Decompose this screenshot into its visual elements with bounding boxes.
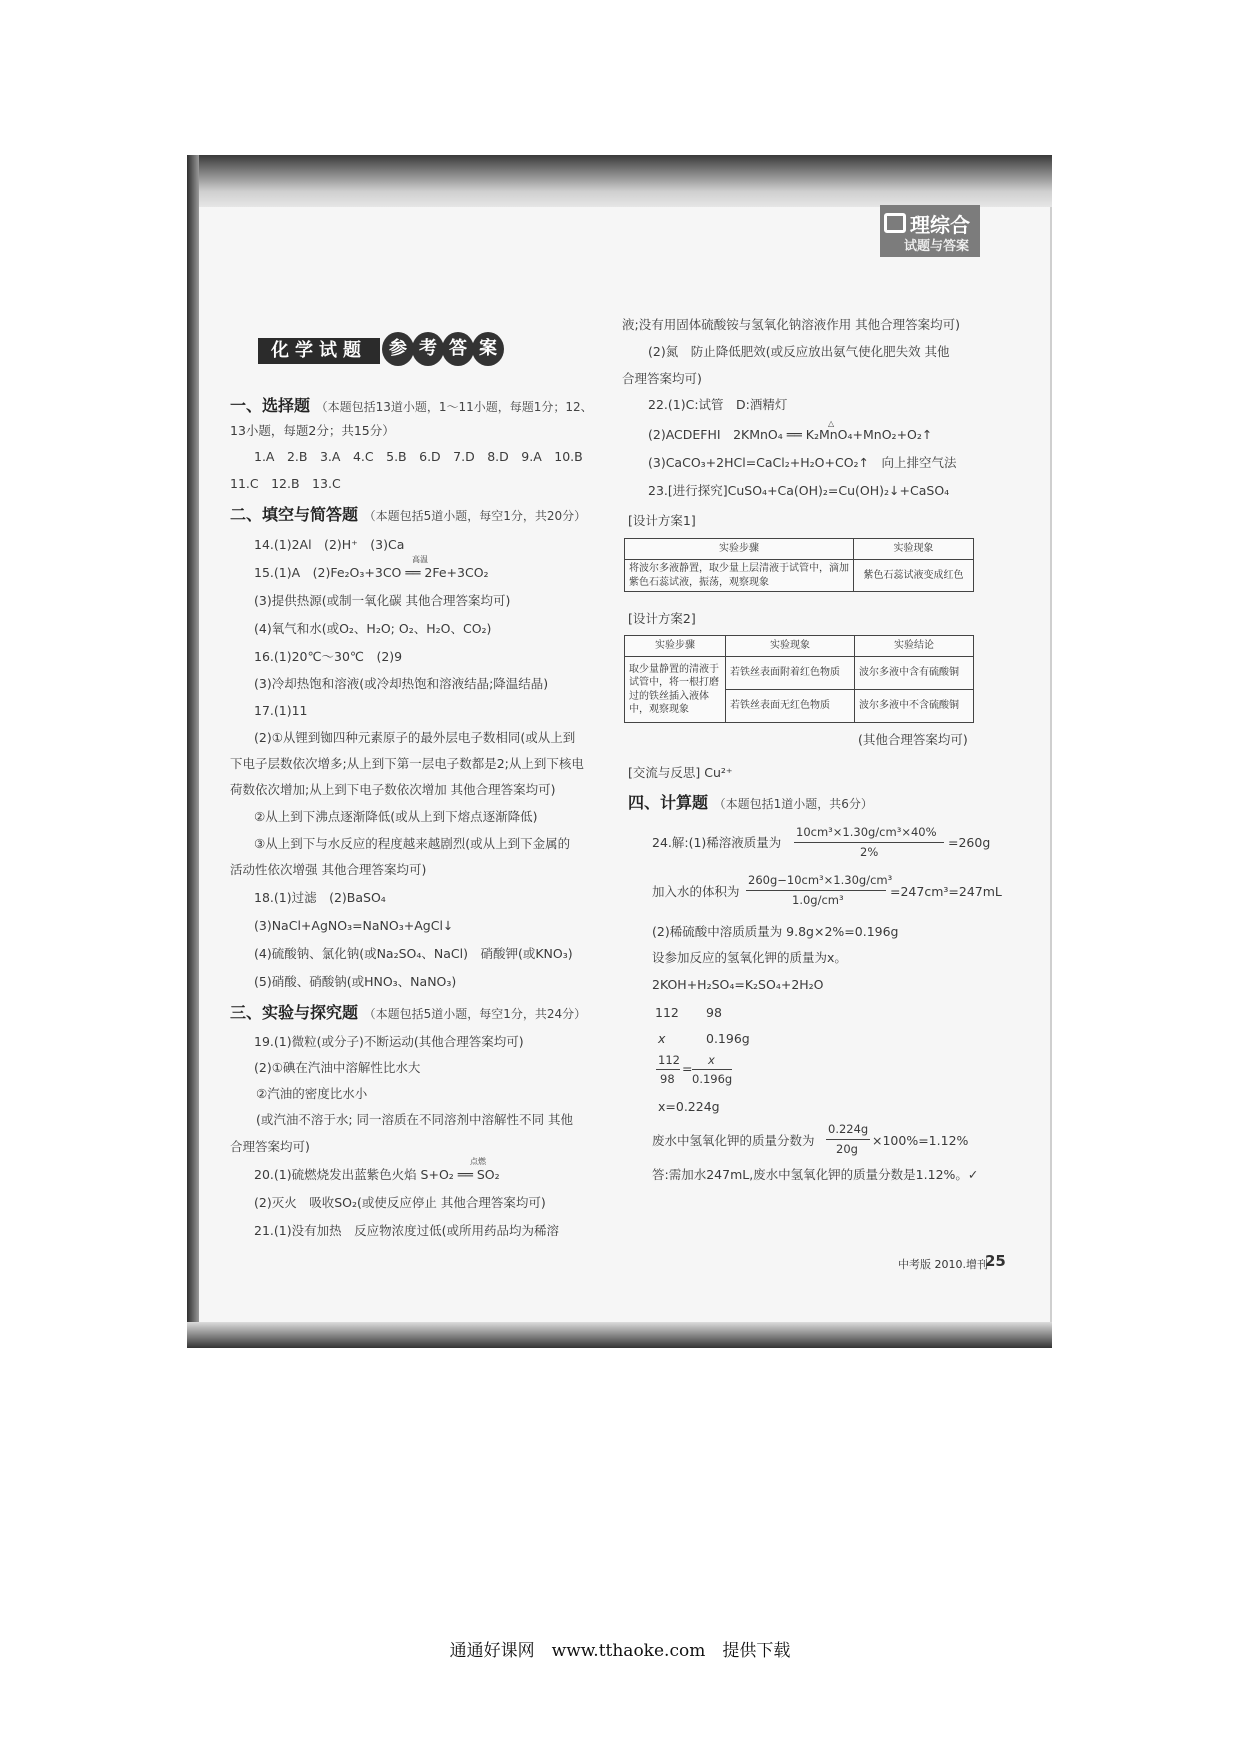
calc-line: (2)稀硫酸中溶质质量为 9.8g×2%=0.196g bbox=[652, 924, 899, 939]
answer-line: 19.(1)微粒(或分子)不断运动(其他合理答案均可) bbox=[254, 1034, 524, 1049]
table-header: 实验现象 bbox=[854, 539, 974, 560]
section-banner: 化学试题 bbox=[258, 338, 380, 364]
fraction-numerator: 0.224g bbox=[828, 1122, 869, 1136]
subject-logo bbox=[880, 205, 980, 257]
fraction-bar bbox=[826, 1139, 870, 1140]
subsection-label: [设计方案2] bbox=[628, 611, 696, 626]
answer-line: 11.C 12.B 13.C bbox=[230, 476, 341, 491]
scan-left-shadow bbox=[187, 155, 199, 1348]
calc-value: x bbox=[658, 1031, 666, 1046]
fraction-numerator: 260g−10cm³×1.30g/cm³ bbox=[748, 873, 893, 887]
fraction-bar bbox=[746, 890, 886, 891]
table-header: 实验步骤 bbox=[625, 636, 726, 657]
subsection-label: [设计方案1] bbox=[628, 513, 696, 528]
fraction-denominator: 20g bbox=[836, 1142, 858, 1156]
table-cell: 将波尔多液静置，取少量上层清液于试管中，滴加紫色石蕊试液，振荡，观察现象 bbox=[625, 560, 854, 592]
answer-line: (4)硫酸钠、氯化钠(或Na₂SO₄、NaCl) 硝酸钾(或KNO₃) bbox=[254, 946, 573, 961]
fraction-bar bbox=[692, 1069, 732, 1070]
calc-line: 加入水的体积为 bbox=[652, 884, 740, 899]
reaction-condition: △ bbox=[828, 419, 835, 428]
fraction-numerator: 10cm³×1.30g/cm³×40% bbox=[796, 825, 937, 839]
calc-line: 24.解:(1)稀溶液质量为 bbox=[652, 835, 782, 850]
answer-line: 合理答案均可) bbox=[230, 1139, 310, 1154]
answer-line: (2)氮 防止降低肥效(或反应放出氨气使化肥失效 其他 bbox=[648, 344, 950, 359]
banner-char: 案 bbox=[472, 332, 504, 366]
answer-line: 14.(1)2Al (2)H⁺ (3)Ca bbox=[254, 537, 405, 552]
design-table-1 bbox=[624, 538, 974, 592]
scan-top-shadow bbox=[187, 155, 1052, 207]
calc-value: 112 bbox=[655, 1005, 679, 1020]
calc-value: 0.196g bbox=[706, 1031, 750, 1046]
fraction-bar bbox=[656, 1069, 680, 1070]
scan-bottom-shadow bbox=[187, 1322, 1052, 1348]
banner-char: 考 bbox=[412, 332, 444, 366]
table-cell: 波尔多液中不含硫酸铜 bbox=[855, 690, 974, 723]
table-cell: 若铁丝表面附着红色物质 bbox=[726, 657, 855, 690]
design-table-2 bbox=[624, 635, 974, 723]
answer-line: (3)冷却热饱和溶液(或冷却热饱和溶液结晶;降温结晶) bbox=[254, 676, 549, 691]
fraction-denominator: 0.196g bbox=[692, 1072, 733, 1086]
answer-line: (3)提供热源(或制一氧化碳 其他合理答案均可) bbox=[254, 593, 511, 608]
banner-char: 答 bbox=[442, 332, 474, 366]
table-header: 实验步骤 bbox=[625, 539, 854, 560]
answer-line: (5)硝酸、硝酸钠(或HNO₃、NaNO₃) bbox=[254, 974, 457, 989]
table-header: 实验结论 bbox=[855, 636, 974, 657]
calc-line: 设参加反应的氢氧化钾的质量为x。 bbox=[652, 950, 847, 965]
section-title: 三、实验与探究题 （本题包括5道小题，每空1分，共24分） bbox=[230, 1003, 587, 1022]
reaction-condition: 点燃 bbox=[470, 1157, 486, 1166]
answer-line: 1.A 2.B 3.A 4.C 5.B 6.D 7.D 8.D 9.A 10.B bbox=[254, 449, 583, 464]
equals-sign: = bbox=[682, 1061, 693, 1076]
answer-line: (3)NaCl+AgNO₃=NaNO₃+AgCl↓ bbox=[254, 918, 454, 933]
section-title: 四、计算题 （本题包括1道小题，共6分） bbox=[628, 793, 873, 812]
answer-line: [交流与反思] Cu²⁺ bbox=[628, 765, 733, 780]
answer-line: 15.(1)A (2)Fe₂O₃+3CO ══ 2Fe+3CO₂ bbox=[254, 565, 489, 580]
answer-line: 18.(1)过滤 (2)BaSO₄ bbox=[254, 890, 386, 905]
banner-char: 参 bbox=[382, 332, 414, 366]
answer-line: 21.(1)没有加热 反应物浓度过低(或所用药品均为稀溶 bbox=[254, 1223, 559, 1238]
calc-line: =260g bbox=[948, 835, 991, 850]
answer-line: 液;没有用固体硫酸铵与氢氧化钠溶液作用 其他合理答案均可) bbox=[622, 317, 961, 332]
calc-answer: 答:需加水247mL,废水中氢氧化钾的质量分数是1.12%。✓ bbox=[652, 1167, 979, 1182]
answer-line: 20.(1)硫燃烧发出蓝紫色火焰 S+O₂ ══ SO₂ bbox=[254, 1167, 500, 1182]
calc-line: =247cm³=247mL bbox=[890, 884, 1002, 899]
answer-line: (或汽油不溶于水; 同一溶质在不同溶剂中溶解性不同 其他 bbox=[256, 1112, 574, 1127]
answer-line: 合理答案均可) bbox=[622, 371, 702, 386]
answer-line: (3)CaCO₃+2HCl=CaCl₂+H₂O+CO₂↑ 向上排空气法 bbox=[648, 455, 957, 470]
answer-line: 23.[进行探究]CuSO₄+Ca(OH)₂=Cu(OH)₂↓+CaSO₄ bbox=[648, 483, 950, 498]
book-icon bbox=[884, 213, 906, 233]
logo-title: 理综合 bbox=[910, 213, 970, 237]
answer-line: 下电子层数依次增多;从上到下第一层电子数都是2;从上到下核电 bbox=[230, 756, 584, 771]
fraction-numerator: x bbox=[708, 1053, 715, 1067]
answer-line: ③从上到下与水反应的程度越来越剧烈(或从上到下金属的 bbox=[254, 836, 571, 851]
answer-line: 22.(1)C:试管 D:酒精灯 bbox=[648, 397, 788, 412]
answer-line: (2)①从锂到铷四种元素原子的最外层电子数相同(或从上到 bbox=[254, 730, 576, 745]
magazine-label: 中考版 2010.增刊 bbox=[898, 1258, 988, 1271]
table-cell: 取少量静置的清液于试管中，将一根打磨过的铁丝插入液体中，观察现象 bbox=[625, 657, 726, 723]
table-cell: 波尔多液中含有硫酸铜 bbox=[855, 657, 974, 690]
table-cell: 紫色石蕊试液变成红色 bbox=[854, 560, 974, 592]
calc-line: 2KOH+H₂SO₄=K₂SO₄+2H₂O bbox=[652, 977, 824, 992]
fraction-denominator: 1.0g/cm³ bbox=[792, 893, 844, 907]
calc-line: 废水中氢氧化钾的质量分数为 bbox=[652, 1133, 815, 1148]
section-title: 一、选择题 （本题包括13道小题，1～11小题，每题1分；12、 bbox=[230, 396, 593, 415]
answer-line: 16.(1)20℃～30℃ (2)9 bbox=[254, 649, 403, 664]
logo-subtitle: 试题与答案 bbox=[904, 239, 970, 254]
answer-line: (其他合理答案均可) bbox=[858, 732, 968, 747]
answer-line: 17.(1)11 bbox=[254, 703, 308, 718]
answer-line: (2)ACDEFHI 2KMnO₄ ══ K₂MnO₄+MnO₂+O₂↑ bbox=[648, 427, 933, 442]
page-number: 25 bbox=[985, 1252, 1006, 1270]
table-cell: 若铁丝表面无红色物质 bbox=[726, 690, 855, 723]
answer-line: (4)氧气和水(或O₂、H₂O; O₂、H₂O、CO₂) bbox=[254, 621, 492, 636]
section-note: 13小题，每题2分；共15分） bbox=[230, 423, 395, 438]
download-footer: 通通好课网 www.tthaoke.com 提供下载 bbox=[449, 1641, 791, 1661]
answer-line: 活动性依次增强 其他合理答案均可) bbox=[230, 862, 427, 877]
reaction-condition: 高温 bbox=[412, 555, 428, 564]
fraction-denominator: 98 bbox=[660, 1072, 675, 1086]
answer-line: (2)灭火 吸收SO₂(或使反应停止 其他合理答案均可) bbox=[254, 1195, 546, 1210]
section-title: 二、填空与简答题 （本题包括5道小题，每空1分，共20分） bbox=[230, 505, 587, 524]
calc-line: x=0.224g bbox=[658, 1099, 720, 1114]
answer-line: (2)①碘在汽油中溶解性比水大 bbox=[254, 1060, 421, 1075]
fraction-numerator: 112 bbox=[658, 1053, 680, 1067]
fraction-bar bbox=[794, 842, 944, 843]
answer-line: 荷数依次增加;从上到下电子数依次增加 其他合理答案均可) bbox=[230, 782, 556, 797]
table-header: 实验现象 bbox=[726, 636, 855, 657]
calc-value: 98 bbox=[706, 1005, 722, 1020]
calc-line: ×100%=1.12% bbox=[872, 1133, 969, 1148]
answer-line: ②汽油的密度比水小 bbox=[256, 1086, 368, 1101]
answer-line: ②从上到下沸点逐渐降低(或从上到下熔点逐渐降低) bbox=[254, 809, 538, 824]
fraction-denominator: 2% bbox=[860, 845, 879, 859]
